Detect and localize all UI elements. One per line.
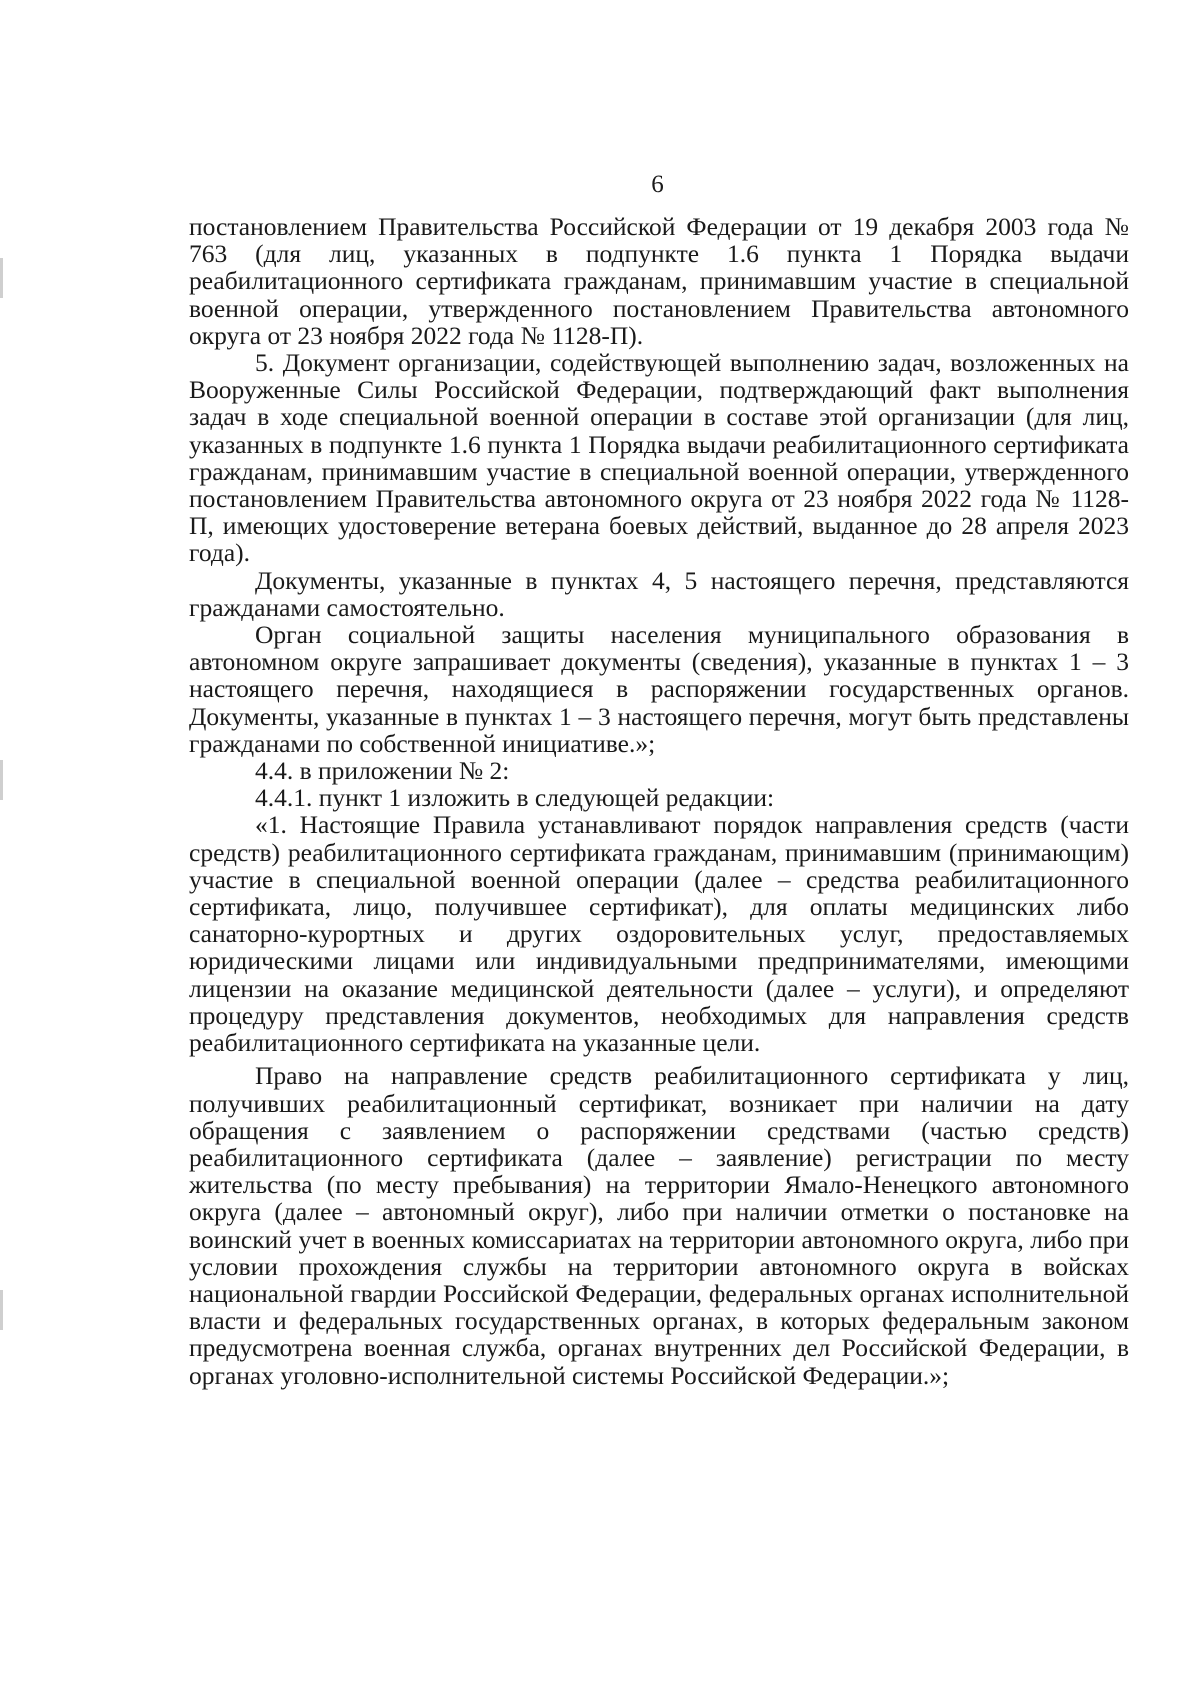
paragraph-self-submitted-docs: Документы, указанные в пунктах 4, 5 настоящего перечня, представляются гражданами самостоятельно. [189, 565, 1129, 622]
page-number: 6 [651, 171, 664, 198]
scan-edge-mark [0, 1290, 3, 1330]
paragraph-right-to-direct-funds: Право на направление средств реабилитационного сертификата у лиц, получивших реабилитационный сертификат, возникает при наличии на дату обращения с заявлением о распоряжении средствами (частью средств) реабилитационного сертификата (далее – заявление) регистрации по месту жительства (по месту пребывания) на территории Ямало-Ненецкого автономного округа (далее – автономный округ), либо при наличии отметки о постановке на воинский учет в военных комиссариатах на территории автономного округа, либо при условии прохождения службы на территории автономного округа в войсках национальной гвардии Российской Федерации, федеральных органах исполнительной власти и федеральных государственных органах, в которых федеральным законом предусмотрена военная служба, органах внутренних дел Российской Федерации, в органах уголовно-исполнительной системы Российской Федерации.»; [189, 1061, 1129, 1390]
document-body [189, 213, 1129, 1389]
scan-edge-mark [0, 258, 3, 298]
paragraph-rules-item-1: «1. Настоящие Правила устанавливают порядок направления средств (части средств) реабилитационного сертификата гражданам, принимавшим (принимающим) участие в специальной военной операции (далее – средства реабилитационного сертификата, лицо, получившее сертификат), для оплаты медицинских либо санаторно-курортных и других оздоровительных услуг, предоставляемых юридическими лицами или индивидуальными предпринимателями, имеющими лицензии на оказание медицинской деятельности (далее – услуги), и определяют процедуру представления документов, необходимых для направления средств реабилитационного сертификата на указанные цели. [189, 810, 1129, 1058]
paragraph-item-5: 5. Документ организации, содействующей выполнению задач, возложенных на Вооруженные Силы Российской Федерации, подтверждающий факт выполнения задач в ходе специальной военной операции в составе этой организации (для лиц, указанных в подпункте 1.6 пункта 1 Порядка выдачи реабилитационного сертификата гражданам, принимавшим участие в специальной военной операции, утвержденного постановлением Правительства автономного округа от 23 ноября 2022 года № 1128-П, имеющих удостоверение ветерана боевых действий, выданное до 28 апреля 2023 года). [189, 348, 1129, 568]
paragraph-appendix-2: 4.4. в приложении № 2: [255, 756, 510, 786]
paragraph-clause-4-4-1: 4.4.1. пункт 1 изложить в следующей редакции: [255, 783, 775, 813]
paragraph-social-protection-request: Орган социальной защиты населения муниципального образования в автономном округе запрашивает документы (сведения), указанные в пунктах 1 – 3 настоящего перечня, находящиеся в распоряжении государственных органов. Документы, указанные в пунктах 1 – 3 настоящего перечня, могут быть представлены гражданами по собственной инициативе.»; [189, 620, 1129, 758]
scan-edge-mark [0, 760, 3, 800]
paragraph-continuation: постановлением Правительства Российской Федерации от 19 декабря 2003 года № 763 (для лиц, указанных в подпункте 1.6 пункта 1 Порядка выдачи реабилитационного сертификата гражданам, принимавшим участие в специальной военной операции, утвержденного постановлением Правительства автономного округа от 23 ноября 2022 года № 1128-П). [189, 212, 1129, 350]
